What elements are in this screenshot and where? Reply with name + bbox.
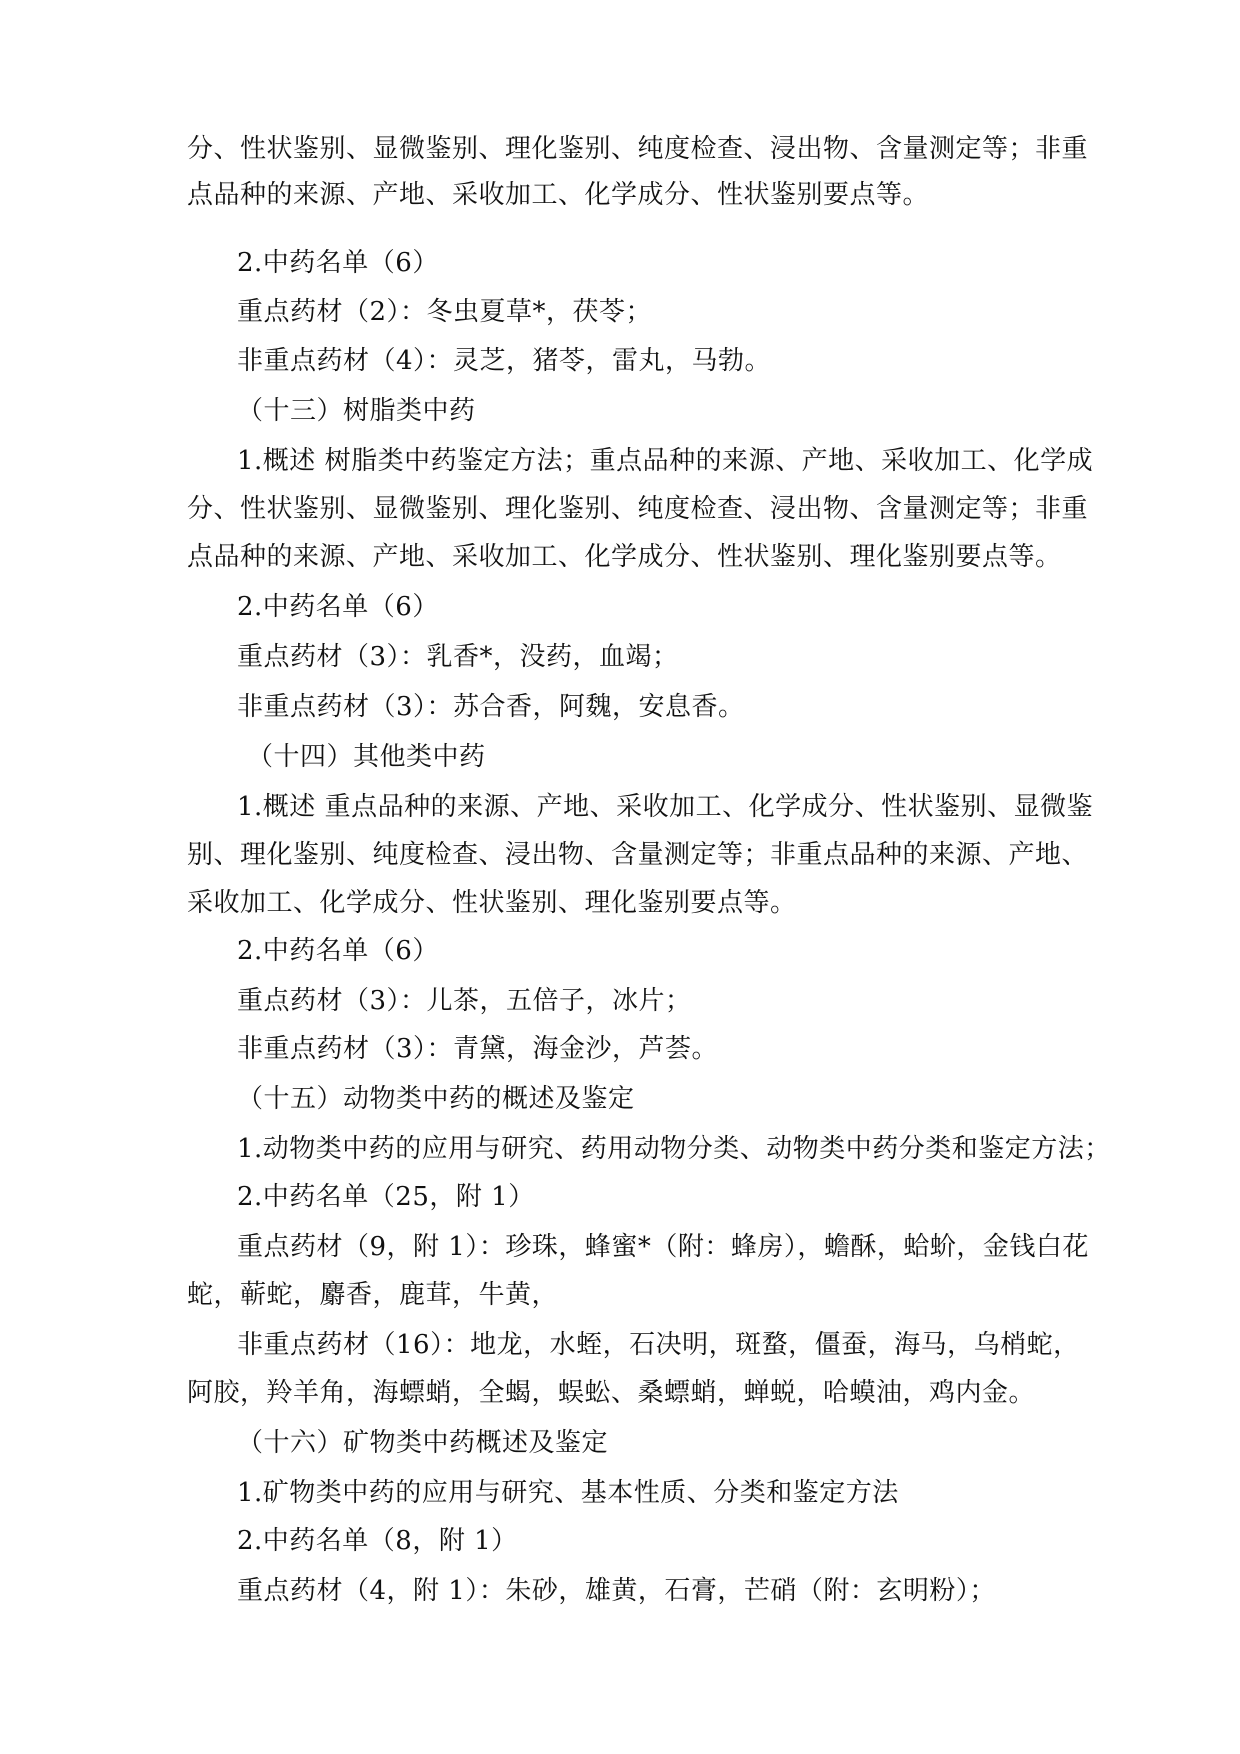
overview-line-1: 1.动物类中药的应用与研究、药用动物分类、动物类中药分类和鉴定方法； [237, 1134, 1111, 1164]
overview-line-3: 点品种的来源、产地、采收加工、化学成分、性状鉴别、理化鉴别要点等。 [187, 542, 1062, 572]
overview-line-3: 采收加工、化学成分、性状鉴别、理化鉴别要点等。 [187, 888, 797, 918]
key-drugs-line: 重点药材（2）：冬虫夏草*，茯苓； [237, 297, 653, 327]
key-drugs-line: 重点药材（9，附 1）：珍珠，蜂蜜*（附：蜂房），蟾酥，蛤蚧，金钱白花 [237, 1232, 1089, 1262]
section-heading-14: （十四）其他类中药 [247, 742, 486, 772]
key-drugs-line-continued: 蛇，蕲蛇，麝香，鹿茸，牛黄， [187, 1280, 559, 1310]
overview-line-1: 1.概述 树脂类中药鉴定方法；重点品种的来源、产地、采收加工、化学成 [237, 446, 1094, 476]
drug-list-heading: 2.中药名单（6） [237, 936, 439, 966]
section-heading-16: （十六）矿物类中药概述及鉴定 [237, 1428, 609, 1458]
drug-list-heading: 2.中药名单（8，附 1） [237, 1526, 518, 1556]
paragraph-continuation-line-2: 点品种的来源、产地、采收加工、化学成分、性状鉴别要点等。 [187, 180, 930, 210]
non-key-drugs-line-continued: 阿胶，羚羊角，海螵蛸，全蝎，蜈蚣、桑螵蛸，蝉蜕，哈蟆油，鸡内金。 [187, 1378, 1036, 1408]
non-key-drugs-line: 非重点药材（4）：灵芝，猪苓，雷丸，马勃。 [237, 346, 772, 376]
paragraph-continuation-line-1: 分、性状鉴别、显微鉴别、理化鉴别、纯度检查、浸出物、含量测定等；非重 [187, 134, 1089, 164]
non-key-drugs-line: 非重点药材（3）：青黛，海金沙，芦荟。 [237, 1034, 719, 1064]
non-key-drugs-line: 非重点药材（3）：苏合香，阿魏，安息香。 [237, 692, 745, 722]
key-drugs-line: 重点药材（3）：乳香*，没药，血竭； [237, 642, 679, 672]
overview-line-1: 1.矿物类中药的应用与研究、基本性质、分类和鉴定方法 [237, 1478, 899, 1508]
non-key-drugs-line: 非重点药材（16）：地龙，水蛭，石决明，斑蝥，僵蚕，海马，乌梢蛇， [237, 1330, 1080, 1360]
section-heading-13: （十三）树脂类中药 [237, 396, 476, 426]
key-drugs-line: 重点药材（3）：儿茶，五倍子，冰片； [237, 986, 692, 1016]
section-heading-15: （十五）动物类中药的概述及鉴定 [237, 1084, 635, 1114]
overview-line-2: 别、理化鉴别、纯度检查、浸出物、含量测定等；非重点品种的来源、产地、 [187, 840, 1089, 870]
drug-list-heading: 2.中药名单（25，附 1） [237, 1182, 535, 1212]
overview-line-1: 1.概述 重点品种的来源、产地、采收加工、化学成分、性状鉴别、显微鉴 [237, 792, 1094, 822]
key-drugs-line: 重点药材（4，附 1）：朱砂，雄黄，石膏，芒硝（附：玄明粉）； [237, 1576, 996, 1606]
overview-line-2: 分、性状鉴别、显微鉴别、理化鉴别、纯度检查、浸出物、含量测定等；非重 [187, 494, 1089, 524]
drug-list-heading: 2.中药名单（6） [237, 248, 439, 278]
drug-list-heading: 2.中药名单（6） [237, 592, 439, 622]
